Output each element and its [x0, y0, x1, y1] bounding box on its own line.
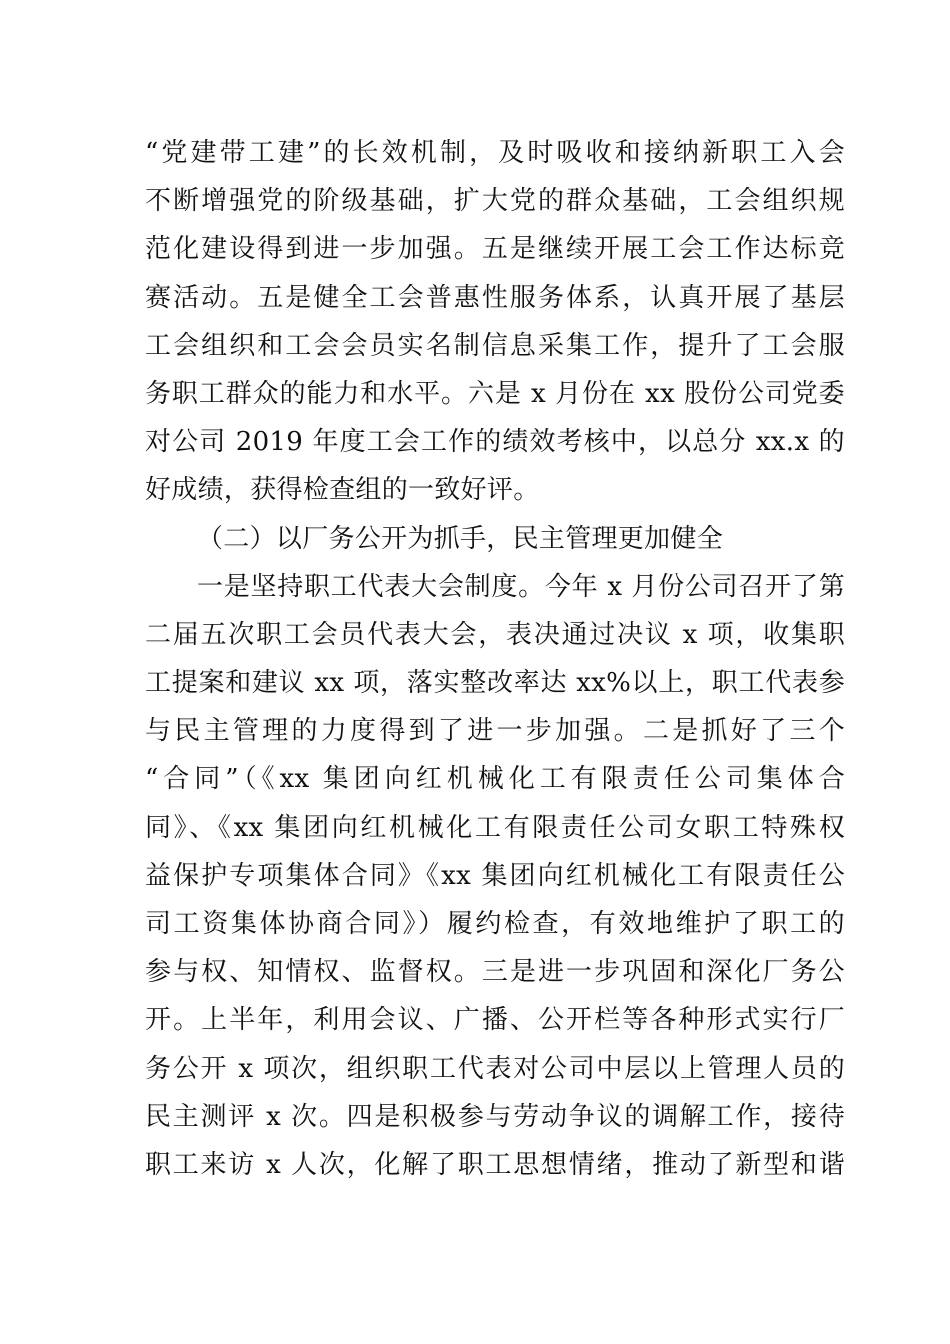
text-line: 同》、《xx 集团向红机械化工有限责任公司女职工特殊权: [145, 812, 845, 843]
text-line: 益保护专项集体合同》《xx 集团向红机械化工有限责任公: [145, 860, 845, 891]
text-line: 司工资集体协商合同》）履约检查，有效地维护了职工的: [145, 909, 845, 939]
text-line: 与民主管理的力度得到了进一步加强。二是抓好了三个: [145, 716, 845, 747]
text-line: 工提案和建议 xx 项，落实整改率达 xx%以上，职工代表参: [145, 668, 845, 699]
text-line: 务职工群众的能力和水平。六是 x 月份在 xx 股份公司党委: [145, 378, 845, 409]
text-line: 二届五次职工会员代表大会，表决通过决议 x 项，收集职: [145, 619, 845, 650]
text-line: “合同”（《xx 集团向红机械化工有限责任公司集体合: [145, 764, 845, 795]
text-line: 赛活动。五是健全工会普惠性服务体系，认真开展了基层: [145, 282, 845, 313]
text-line: 务公开 x 项次，组织职工代表对公司中层以上管理人员的: [145, 1053, 845, 1084]
section-heading: （二）以厂务公开为抓手，民主管理更加健全: [197, 523, 724, 554]
text-line: 工会组织和工会会员实名制信息采集工作，提升了工会服: [145, 330, 845, 361]
text-line: 参与权、知情权、监督权。三是进一步巩固和深化厂务公: [145, 957, 845, 988]
text-line: “党建带工建”的长效机制，及时吸收和接纳新职工入会: [145, 138, 845, 168]
text-line: 民主测评 x 次。四是积极参与劳动争议的调解工作，接待: [145, 1101, 845, 1132]
text-line: 开。上半年，利用会议、广播、公开栏等各种形式实行厂: [145, 1005, 845, 1036]
text-line: 不断增强党的阶级基础，扩大党的群众基础，工会组织规: [145, 186, 845, 217]
text-line: 范化建设得到进一步加强。五是继续开展工会工作达标竞: [145, 234, 845, 265]
text-line: 职工来访 x 人次，化解了职工思想情绪，推动了新型和谐: [145, 1149, 845, 1180]
text-line: 好成绩，获得检查组的一致好评。: [145, 475, 540, 506]
document-body: [145, 129, 845, 1189]
text-line: 一是坚持职工代表大会制度。今年 x 月份公司召开了第: [197, 571, 845, 602]
text-line: 对公司 2019 年度工会工作的绩效考核中，以总分 xx.x 的: [145, 427, 845, 458]
